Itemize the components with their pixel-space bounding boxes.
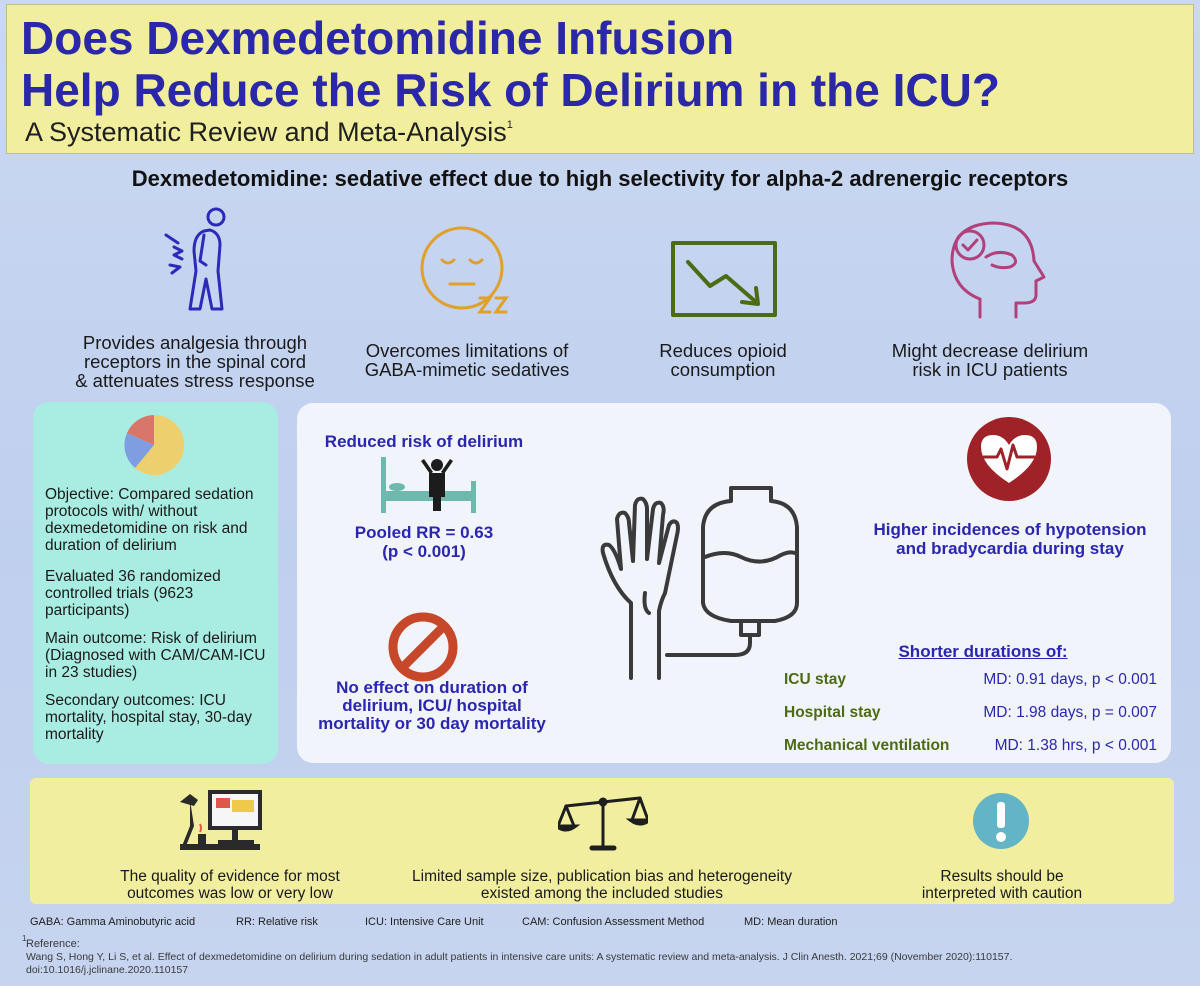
bias-line-1: Limited sample size, publication bias and heterogeneity (412, 868, 792, 885)
no-effect-statement (307, 679, 557, 733)
abbreviation-cam: CAM: Confusion Assessment Method (522, 916, 705, 928)
duration-label-hospital: Hospital stay (784, 704, 881, 721)
study-trials: Evaluated 36 randomized controlled trials (9623 participants) (45, 568, 221, 619)
iv-drip-hand-icon (595, 483, 805, 683)
reference-doi: doi:10.1016/j.jclinane.2020.110157 (26, 964, 189, 976)
caution-statement (892, 868, 1112, 902)
pie-chart-icon (123, 414, 185, 476)
evidence-line-2: outcomes was low or very low (127, 885, 333, 902)
abbreviation-md: MD: Mean duration (744, 916, 838, 928)
feature-analgesia-line-2: receptors in the spinal cord (83, 351, 307, 372)
abbreviation-icu: ICU: Intensive Care Unit (365, 916, 484, 928)
feature-opioid-line-2: consumption (670, 359, 776, 380)
caution-line-2: interpreted with caution (921, 885, 1083, 902)
feature-gaba-line-1: Overcomes limitations of (365, 340, 569, 361)
pooled-rr (319, 523, 529, 561)
duration-value-icu: MD: 0.91 days, p < 0.001 (983, 671, 1157, 688)
head-check-icon (940, 215, 1050, 321)
feature-opioid-line-1: Reduces opioid (659, 340, 787, 361)
results-panel (297, 403, 1171, 763)
study-secondary-outcomes: Secondary outcomes: ICU mortality, hospital stay, 30-day mortality (45, 692, 253, 743)
no-sign-icon (387, 611, 459, 683)
patient-bed-icon (375, 455, 479, 515)
feature-analgesia-line-3: & attenuates stress response (75, 370, 315, 391)
study-objective: Objective: Compared sedation protocols with/ without dexmedetomidine on risk and duration of delirium (45, 486, 254, 554)
reference-marker: 1 (22, 934, 27, 943)
bias-statement (372, 868, 832, 902)
hypotension-line-1: Higher incidences of hypotension (873, 520, 1147, 539)
duration-value-ventilation: MD: 1.38 hrs, p < 0.001 (994, 737, 1157, 754)
sleeping-face-icon (414, 222, 518, 320)
feature-gaba (322, 341, 612, 379)
feature-analgesia (50, 333, 340, 390)
feature-gaba-line-2: GABA-mimetic sedatives (364, 359, 570, 380)
feature-delirium (845, 341, 1135, 379)
bias-line-2: existed among the included studies (480, 885, 724, 902)
study-main-outcome: Main outcome: Risk of delirium (Diagnosed with CAM/CAM-ICU in 23 studies) (45, 630, 266, 681)
no-effect-line-1: No effect on duration of (336, 678, 528, 697)
evidence-quality-statement (90, 868, 370, 902)
hypotension-line-2: and bradycardia during stay (896, 539, 1124, 558)
duration-value-hospital: MD: 1.98 days, p = 0.007 (983, 704, 1157, 721)
subtitle-footnote-marker: 1 (506, 119, 513, 131)
page-title-line-1: Does Dexmedetomidine Infusion (21, 12, 735, 64)
feature-delirium-line-2: risk in ICU patients (912, 359, 1068, 380)
reference-citation: Wang S, Hong Y, Li S, et al. Effect of dexmedetomidine on delirium during sedation in adult patients in intensive care units: A systematic review and meta-analysis. J Clin Anesth. 2021;69 (November 2020):110157. (26, 951, 1013, 963)
pooled-rr-value: Pooled RR = 0.63 (354, 523, 494, 542)
feature-analgesia-line-1: Provides analgesia through (82, 332, 308, 353)
title-banner (6, 4, 1194, 154)
feature-delirium-line-1: Might decrease delirium (891, 340, 1089, 361)
shorter-durations-title: Shorter durations of: (898, 642, 1068, 661)
caution-line-1: Results should be (940, 868, 1064, 885)
page-subtitle (25, 117, 513, 148)
page-title-line-2: Help Reduce the Risk of Delirium in the ICU? (21, 64, 1000, 116)
duration-label-ventilation: Mechanical ventilation (784, 737, 950, 754)
back-pain-person-icon (160, 205, 240, 317)
duration-label-icu: ICU stay (784, 671, 847, 688)
reduced-risk-title: Reduced risk of delirium (324, 432, 524, 451)
heart-rate-icon (965, 415, 1053, 503)
balance-scale-icon (558, 796, 648, 854)
subtitle-text: A Systematic Review and Meta-Analysis (25, 117, 507, 147)
feature-opioid (578, 341, 868, 379)
abbreviation-gaba: GABA: Gamma Aminobutyric acid (30, 916, 196, 928)
hypotension-statement (865, 520, 1155, 558)
reference-label: Reference: (26, 938, 80, 950)
abbreviation-rr: RR: Relative risk (236, 916, 318, 928)
desk-computer-icon (174, 786, 264, 852)
exclamation-icon (972, 792, 1030, 850)
no-effect-line-3: mortality or 30 day mortality (318, 714, 546, 733)
mechanism-heading: Dexmedetomidine: sedative effect due to high selectivity for alpha-2 adrenergic receptors (131, 166, 1069, 191)
pooled-rr-pvalue: (p < 0.001) (382, 542, 466, 561)
evidence-line-1: The quality of evidence for most (120, 868, 340, 885)
no-effect-line-2: delirium, ICU/ hospital (342, 696, 522, 715)
study-design-panel (33, 402, 278, 764)
downward-trend-chart-icon (670, 240, 778, 318)
limitations-panel (30, 778, 1174, 904)
